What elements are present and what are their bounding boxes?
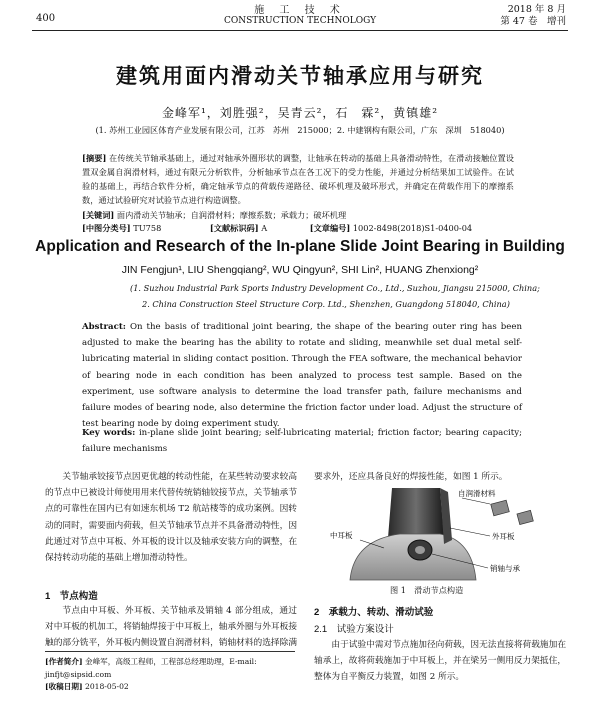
keywords-en-label: Key words: [82,428,136,438]
header-divider [32,30,568,31]
doc-code-label: [文献标识码] [209,223,259,233]
figure-1-drawing [322,488,562,583]
abstract-en-text: On the basis of traditional joint bearing, the shape of the bearing outer ring has been adjusted to make the bearing has the ability to rotate and sliding, meanwhile set dual metal self-lubricating material in sliding contact position. Through the FEA software, the mechanical behavior of bearing node in each condition has been analyzed to process test sample. Based on the experiment, use software analysis to determine the load transfer path, failure mechanisms and failure modes of bearing node, also determine the friction factor under load. Adjust the structure of test bearing node by doing experiment study. [82,322,522,430]
abstract-cn-label: [摘要] [82,153,107,163]
footnote [45,656,300,694]
figure-1-caption: 图 1 滑动节点构造 [390,585,464,595]
section-1-text: 节点由中耳板、外耳板、关节轴承及销轴 4 部分组成，通过对中耳板的机加工，将销轴焊接于中耳板上，轴承外圈与外耳板接触的部分铣平，外耳板内侧设置自润滑材料，销轴材料的选择除满 [45,606,297,649]
affiliation-cn: (1. 苏州工业园区体育产业发展有限公司，江苏 苏州 215000；2. 中建钢构有限公司，广东 深圳 518040) [95,125,505,135]
footnote-date-label: [收稿日期] [45,682,83,691]
authors-cn: 金峰军¹，刘胜强²，吴青云²，石 霖²，黄镇雄² [161,106,439,120]
section-2-heading: 2 承载力、转动、滑动试验 [314,607,434,618]
footnote-divider [45,651,295,652]
lubricant-pad-2 [517,510,533,524]
affiliation-en-2: 2. China Construction Steel Structure Corp. Ltd., Shenzhen, Guangdong 518040, China) [142,299,510,309]
keywords-en [82,425,522,457]
issue-info [500,4,566,28]
figure-1 [322,488,562,583]
classification-info [82,221,514,235]
label-pin-bearing: 销轴与承 [490,564,520,573]
label-lubricant: 自润滑材料 [458,489,496,498]
outer-plate-leader-line [450,528,490,536]
authors-en: JIN Fengjun¹, LIU Shengqiang², WU Qingyun², SHI Lin², HUANG Zhenxiong² [121,264,479,276]
issue-volume: 第 47 卷 增刊 [500,16,566,27]
clc-label: [中图分类号] [82,223,131,233]
abstract-en [82,319,522,432]
abstract-en-label: Abstract: [82,322,126,332]
paper-title-cn: 建筑用面内滑动关节轴承应用与研究 [116,63,484,88]
footnote-date-text: 2018-05-02 [84,682,129,691]
keywords-en-text: in-plane slide joint bearing; self-lubricating material; friction factor; bearing capacity; failure mechanisms [82,428,522,455]
footnote-date [45,681,300,694]
page-number: 400 [36,13,56,24]
intro-paragraph: 关节轴承铰接节点因更优越的转动性能，在某些转动要求较高的节点中已被设计师使用用来代替传统销轴铰接节点，关节轴承节点的可靠性在国内已有如速东机场 T2 航站楼等的成功案例。因转动的同时，需要面内荷载，但关节轴承节点并不具备滑动特性，因此通过对节点中耳板、外耳板的设计以及轴承安装方向的调整，在保持转动功能的基础上增加滑动特性。 [45,472,297,564]
footnote-author-label: [作者简介] [45,657,83,666]
section-1-heading: 1 节点构造 [45,591,98,602]
section-2-1-heading: 2.1 试验方案设计 [314,624,394,635]
keywords-cn [82,208,514,222]
keywords-cn-label: [关键词] [82,210,115,220]
paper-title-en: Application and Research of the In-plane Slide Joint Bearing in Building [35,238,565,255]
journal-name-cn: 施 工 技 术 [254,5,346,16]
clc-value: TU758 [133,223,162,233]
lubricant-pad-1 [491,500,510,516]
pin-core-shape [415,546,425,554]
label-outer-plate: 外耳板 [492,532,515,541]
footnote-author-text: 金峰军，高级工程师，工程部总经理助理，E-mail: jinfjt@sipsid.com [45,657,257,679]
affiliation-en-1: (1. Suzhou Industrial Park Sports Industry Development Co., Ltd., Suzhou, Jiangsu 215000, China; [130,283,540,293]
footnote-author [45,656,300,681]
keywords-cn-text: 面内滑动关节轴承；自润滑材料；摩擦系数；承载力；破坏机理 [116,210,347,220]
doc-code-value: A [261,223,268,233]
journal-name-en: CONSTRUCTION TECHNOLOGY [223,16,377,26]
abstract-cn [82,151,514,207]
figure-intro-text: 要求外，还应具备良好的焊接性能，如图 1 所示。 [314,472,508,482]
article-no-label: [文章编号] [309,223,351,233]
lubricant-leader-line [462,498,490,504]
abstract-cn-text: 在传统关节轴承基础上，通过对轴承外圈形状的调整，让轴承在转动的基础上具备滑动特性，在滑动接触位置设置双金属自润滑材料，通过有限元分析软件，分析轴承节点在各工况下的受力性能，并通过分析结果加工试验件。在试验的基础上，再结合软件分析，确定轴承节点的荷载传递路径、破坏机理及破坏形式，并确定在荷载作用下的摩擦系数，通过试验研究对试验节点进行构造调整。 [82,153,514,205]
label-middle-plate: 中耳板 [330,531,353,540]
section-2-1-text: 由于试验中需对节点施加径向荷载，因无法直接将荷载施加在轴承上，故将荷载施加于中耳板上，并在梁另一侧用反力架抵住，整体为自平衡反力装置，如图 2 所示。 [314,640,566,683]
issue-date: 2018 年 8 月 [507,4,566,15]
article-no-value: 1002-8498(2018)S1-0400-04 [352,223,473,233]
